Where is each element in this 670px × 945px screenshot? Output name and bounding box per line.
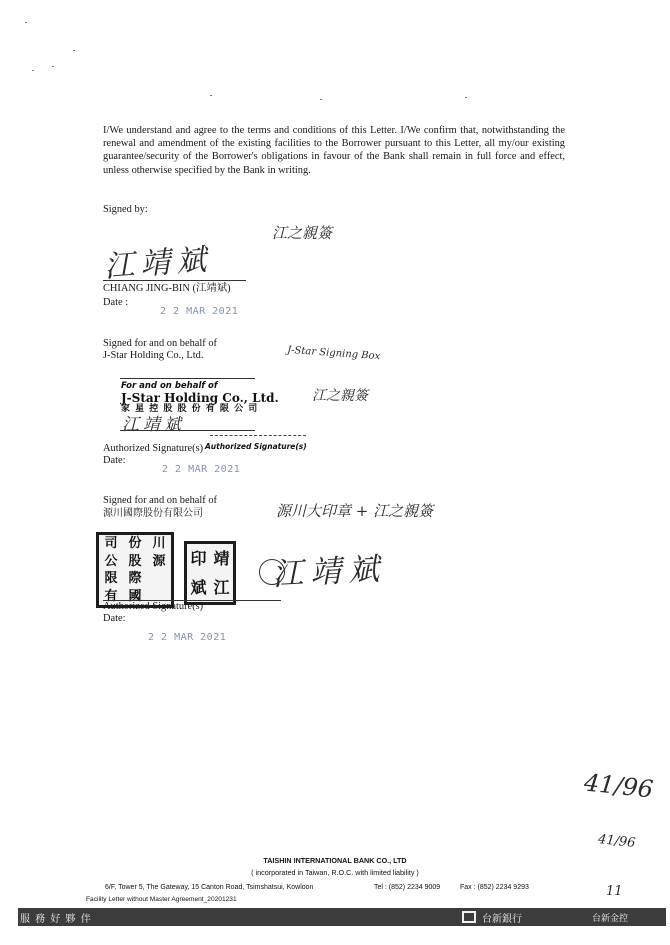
chop-bottom-line (120, 430, 255, 431)
handwritten-note: 江之親簽 (312, 388, 368, 404)
seal-big-glyph: 際 (128, 571, 142, 587)
dotted-line (210, 435, 306, 436)
chop-authorized-label: Authorized Signature(s) (205, 442, 307, 451)
handwritten-note: J-Star Signing Box (286, 344, 381, 363)
chop-for-label: For and on behalf of (121, 381, 218, 391)
scan-speck (465, 97, 467, 98)
authorized-signature-label: Authorized Signature(s) (103, 601, 204, 612)
seal-big-glyph: 司 (104, 536, 118, 552)
bank-name: TAISHIN INTERNATIONAL BANK CO., LTD (263, 856, 407, 865)
signed-for-label: Signed for and on behalf of (103, 338, 217, 349)
handwritten-signature: 江靖斌 (103, 242, 214, 285)
corner-mark: 11 (606, 884, 623, 899)
seal-small-glyph: 江 (213, 577, 230, 597)
scan-speck (32, 70, 34, 71)
banner-holding-text: 台新金控 (592, 914, 629, 924)
footer-banner (18, 908, 666, 926)
seal-small-glyph: 斌 (190, 577, 207, 597)
signed-for-label: Signed for and on behalf of (103, 495, 217, 506)
document-reference: Facility Letter without Master Agreement_20201231 (86, 896, 237, 903)
handwritten-signature: 江靖斌 (271, 551, 388, 593)
seal-big-glyph: 公 (104, 553, 118, 569)
banner-slogan: 服 務 好 夥 伴 (20, 914, 92, 925)
seal-big-glyph: 川 (152, 536, 166, 552)
scan-speck (320, 99, 322, 100)
date-label: Date: (103, 613, 126, 624)
date-label: Date : (103, 297, 129, 308)
personal-seal (184, 541, 236, 605)
signed-by-label: Signed by: (103, 204, 148, 215)
bank-tel: Tel : (852) 2234 9009 (374, 884, 441, 891)
page-number-handwritten: 41/96 (582, 768, 655, 804)
scan-speck (210, 95, 212, 96)
page-number-handwritten-small: 41/96 (597, 832, 637, 851)
handwritten-note: 源川大印章 + 江之親簽 (276, 502, 434, 520)
date-label: Date: (103, 455, 126, 466)
chop-company-zh: 家 星 控 股 股 份 有 限 公 司 (121, 404, 259, 414)
chop-signature: 江靖斌 (122, 415, 185, 435)
scan-speck (52, 66, 54, 67)
date-stamp: 2 2 MAR 2021 (162, 464, 241, 475)
signatory-name: CHIANG JING-BIN (江靖斌) (103, 283, 231, 294)
bank-address: 6/F, Tower 5, The Gateway, 15 Canton Road, Tsimshatsui, Kowloon (105, 884, 314, 891)
chop-company-en: J-Star Holding Co., Ltd. (121, 391, 279, 405)
handwritten-note: 江之親簽 (272, 224, 333, 242)
bank-fax: Fax : (852) 2234 9293 (460, 884, 529, 891)
seal-small-glyph: 靖 (213, 548, 230, 568)
banner-bank-logo-text: 台新銀行 (482, 914, 522, 925)
letter-body: I/We understand and agree to the terms and conditions of this Letter. I/We confirm that, notwithstanding the renewal and amendment of the existing facilities to the Borrower pursuant to this Letter, all my/our existing guarantee/security of the Borrower's obligations in favour of the Bank shall remain in full force and effect, unless otherwise specified by the Bank in writing. (103, 125, 565, 176)
date-stamp: 2 2 MAR 2021 (160, 306, 239, 317)
company-name: 源川國際股份有限公司 (103, 508, 203, 519)
seal-big-glyph: 股 (128, 553, 142, 569)
company-seal (96, 532, 174, 608)
chop-top-line (120, 378, 255, 379)
seal-big-glyph: 源 (152, 553, 166, 569)
bank-incorporation: ( incorporated in Taiwan, R.O.C. with limited liability ) (251, 868, 419, 877)
bank-logo-icon (462, 911, 476, 923)
seal-big-glyph: 份 (128, 536, 142, 552)
seal-small-glyph: 印 (190, 548, 207, 568)
signature-line (103, 280, 246, 281)
date-stamp: 2 2 MAR 2021 (148, 632, 227, 643)
seal-big-glyph: 國 (128, 588, 142, 604)
authorized-signature-label: Authorized Signature(s) (103, 443, 204, 454)
scan-speck (25, 22, 27, 23)
company-name: J-Star Holding Co., Ltd. (103, 350, 204, 361)
seal-big-glyph: 有 (104, 588, 118, 604)
seal-big-glyph: 限 (104, 571, 118, 587)
scan-speck (73, 50, 75, 51)
